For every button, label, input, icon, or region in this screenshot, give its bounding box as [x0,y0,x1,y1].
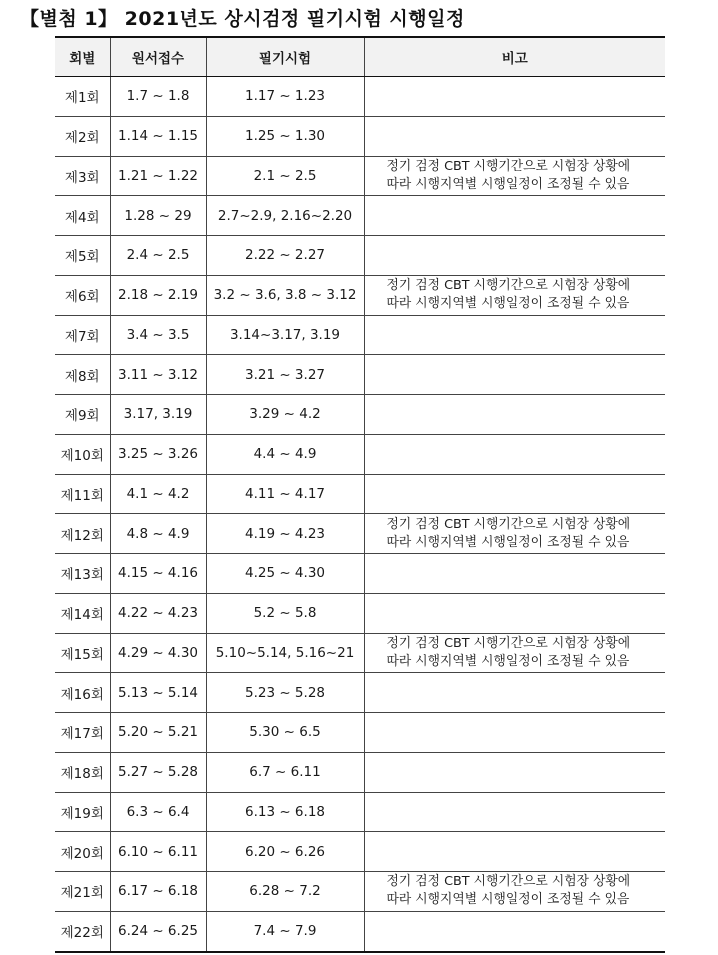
cell-round: 제20회 [55,832,110,872]
cell-application: 1.21 ~ 1.22 [110,156,206,196]
cell-application: 4.8 ~ 4.9 [110,514,206,554]
cell-remarks [364,554,665,594]
cell-written-exam: 2.7~2.9, 2.16~2.20 [206,196,364,236]
cell-application: 1.14 ~ 1.15 [110,116,206,156]
cell-written-exam: 2.22 ~ 2.27 [206,236,364,276]
cell-remarks [364,474,665,514]
table-row [55,713,665,753]
cell-round: 제3회 [55,156,110,196]
cell-application: 1.28 ~ 29 [110,196,206,236]
cell-application: 2.4 ~ 2.5 [110,236,206,276]
remarks-line: 정기 검정 CBT 시행기간으로 시험장 상황에 [386,158,631,174]
cell-written-exam: 7.4 ~ 7.9 [206,911,364,951]
remarks-line: 정기 검정 CBT 시행기간으로 시험장 상황에 [386,278,631,294]
cell-remarks [364,77,665,117]
table-row [55,593,665,633]
table-row [55,156,665,196]
table-row [55,752,665,792]
table-header-row [55,37,665,77]
page-title: 【별첨 1】 2021년도 상시검정 필기시험 시행일정 [20,8,465,30]
cell-application: 5.20 ~ 5.21 [110,713,206,753]
table-row [55,434,665,474]
cell-remarks [364,116,665,156]
table-row [55,633,665,673]
cell-remarks [364,752,665,792]
table-row [55,474,665,514]
cell-round: 제1회 [55,77,110,117]
cell-application: 3.17, 3.19 [110,395,206,435]
table-row [55,196,665,236]
remarks-line: 따라 시행지역별 시행일정이 조정될 수 있음 [386,892,630,908]
cell-written-exam: 3.21 ~ 3.27 [206,355,364,395]
cell-written-exam: 5.2 ~ 5.8 [206,593,364,633]
cell-remarks [364,275,665,315]
table-row [55,792,665,832]
cell-round: 제21회 [55,872,110,912]
table-row [55,554,665,594]
cell-written-exam: 6.7 ~ 6.11 [206,752,364,792]
cell-application: 6.10 ~ 6.11 [110,832,206,872]
header-round: 회별 [55,37,110,77]
cell-round: 제17회 [55,713,110,753]
cell-round: 제7회 [55,315,110,355]
cell-application: 5.13 ~ 5.14 [110,673,206,713]
cell-remarks [364,355,665,395]
cell-round: 제2회 [55,116,110,156]
cell-written-exam: 1.17 ~ 1.23 [206,77,364,117]
table-row [55,395,665,435]
table-row [55,315,665,355]
remarks-line: 정기 검정 CBT 시행기간으로 시험장 상황에 [386,874,631,890]
cell-application: 4.22 ~ 4.23 [110,593,206,633]
table-row [55,77,665,117]
exam-schedule-table [55,36,665,953]
cell-remarks [364,315,665,355]
cell-written-exam: 1.25 ~ 1.30 [206,116,364,156]
cell-remarks [364,196,665,236]
cell-remarks [364,514,665,554]
cell-written-exam: 6.20 ~ 6.26 [206,832,364,872]
cell-remarks [364,911,665,951]
cell-application: 3.25 ~ 3.26 [110,434,206,474]
cell-remarks [364,156,665,196]
table-row [55,275,665,315]
cell-written-exam: 4.25 ~ 4.30 [206,554,364,594]
table-row [55,872,665,912]
cell-written-exam: 4.11 ~ 4.17 [206,474,364,514]
cell-application: 1.7 ~ 1.8 [110,77,206,117]
cell-remarks [364,713,665,753]
cell-round: 제22회 [55,911,110,951]
cell-round: 제13회 [55,554,110,594]
cell-application: 4.15 ~ 4.16 [110,554,206,594]
cell-remarks [364,434,665,474]
cell-written-exam: 4.19 ~ 4.23 [206,514,364,554]
cell-round: 제12회 [55,514,110,554]
remarks-line: 따라 시행지역별 시행일정이 조정될 수 있음 [386,653,630,669]
table-row [55,514,665,554]
cell-written-exam: 5.10~5.14, 5.16~21 [206,633,364,673]
cell-remarks [364,593,665,633]
cell-application: 2.18 ~ 2.19 [110,275,206,315]
cell-round: 제16회 [55,673,110,713]
cell-round: 제19회 [55,792,110,832]
header-remarks: 비고 [364,37,665,77]
header-application: 원서접수 [110,37,206,77]
cell-written-exam: 6.13 ~ 6.18 [206,792,364,832]
cell-round: 제18회 [55,752,110,792]
cell-application: 4.1 ~ 4.2 [110,474,206,514]
cell-round: 제6회 [55,275,110,315]
cell-remarks [364,792,665,832]
cell-remarks [364,872,665,912]
cell-written-exam: 3.14~3.17, 3.19 [206,315,364,355]
table-row [55,355,665,395]
remarks-line: 정기 검정 CBT 시행기간으로 시험장 상황에 [386,635,631,651]
cell-written-exam: 5.23 ~ 5.28 [206,673,364,713]
cell-round: 제10회 [55,434,110,474]
cell-round: 제14회 [55,593,110,633]
cell-round: 제8회 [55,355,110,395]
remarks-line: 정기 검정 CBT 시행기간으로 시험장 상황에 [386,516,631,532]
cell-round: 제5회 [55,236,110,276]
remarks-line: 따라 시행지역별 시행일정이 조정될 수 있음 [386,176,630,192]
remarks-line: 따라 시행지역별 시행일정이 조정될 수 있음 [386,534,630,550]
cell-written-exam: 3.2 ~ 3.6, 3.8 ~ 3.12 [206,275,364,315]
cell-remarks [364,395,665,435]
cell-round: 제11회 [55,474,110,514]
table-body [55,77,665,952]
cell-application: 6.24 ~ 6.25 [110,911,206,951]
cell-application: 4.29 ~ 4.30 [110,633,206,673]
table-row [55,116,665,156]
cell-round: 제4회 [55,196,110,236]
table-row [55,673,665,713]
cell-application: 6.17 ~ 6.18 [110,872,206,912]
cell-remarks [364,673,665,713]
cell-round: 제9회 [55,395,110,435]
remarks-line: 따라 시행지역별 시행일정이 조정될 수 있음 [386,296,630,312]
cell-written-exam: 6.28 ~ 7.2 [206,872,364,912]
cell-written-exam: 2.1 ~ 2.5 [206,156,364,196]
cell-written-exam: 3.29 ~ 4.2 [206,395,364,435]
header-written-exam: 필기시험 [206,37,364,77]
cell-application: 3.4 ~ 3.5 [110,315,206,355]
cell-remarks [364,832,665,872]
cell-remarks [364,633,665,673]
cell-remarks [364,236,665,276]
cell-round: 제15회 [55,633,110,673]
table-row [55,832,665,872]
cell-application: 6.3 ~ 6.4 [110,792,206,832]
cell-application: 5.27 ~ 5.28 [110,752,206,792]
cell-written-exam: 5.30 ~ 6.5 [206,713,364,753]
cell-written-exam: 4.4 ~ 4.9 [206,434,364,474]
cell-application: 3.11 ~ 3.12 [110,355,206,395]
table-row [55,236,665,276]
table-row [55,911,665,951]
